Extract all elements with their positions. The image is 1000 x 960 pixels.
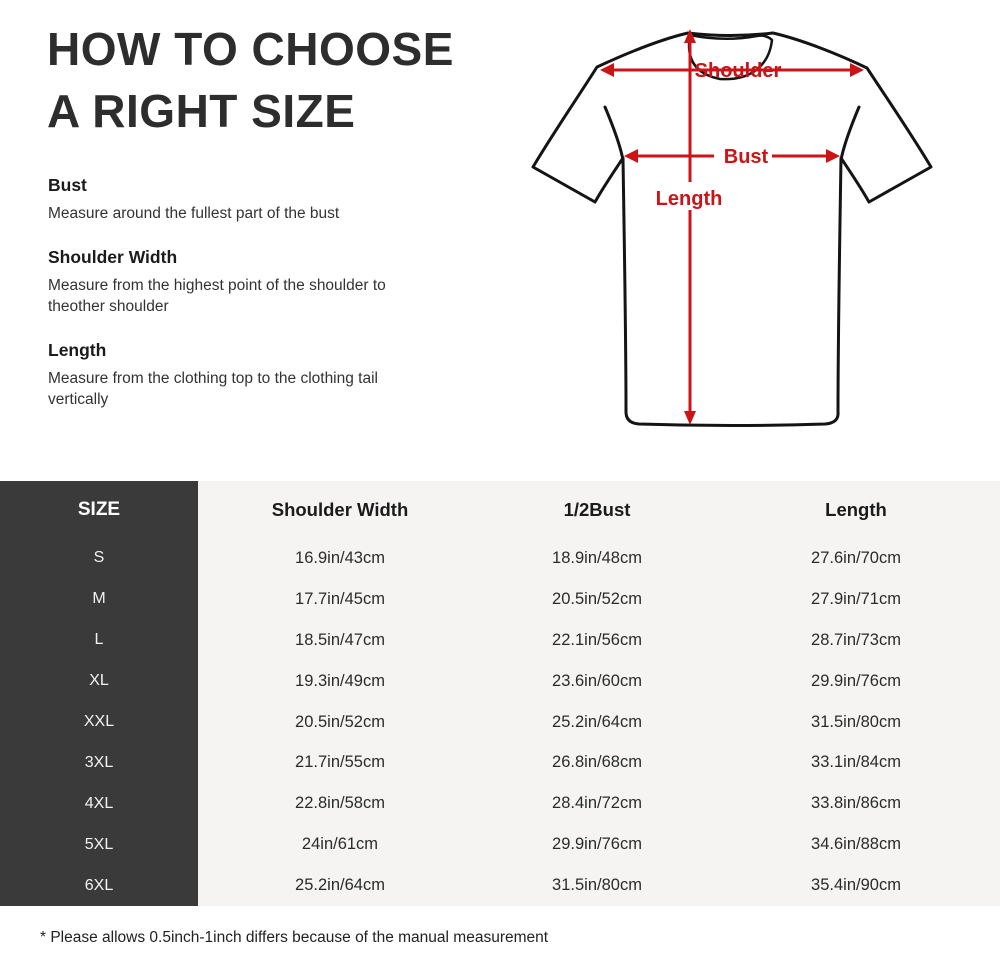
length-value: 35.4in/90cm bbox=[811, 876, 901, 895]
shoulder-value: 24in/61cm bbox=[301, 835, 379, 854]
size-label: XXL bbox=[83, 713, 115, 730]
size-label: L bbox=[94, 631, 104, 649]
size-label: XL bbox=[89, 672, 109, 690]
length-value: 27.6in/70cm bbox=[811, 548, 901, 567]
half-bust-value: 20.5in/52cm bbox=[552, 589, 642, 608]
table-row-4xl bbox=[0, 783, 1000, 824]
table-row-l bbox=[0, 620, 1000, 661]
instruction-shoulder-heading: Shoulder Width bbox=[48, 246, 178, 267]
table-row-xl bbox=[0, 661, 1000, 702]
page-title bbox=[47, 18, 454, 142]
shoulder-value: 22.8in/58cm bbox=[295, 794, 385, 813]
shoulder-value: 18.5in/47cm bbox=[295, 630, 385, 649]
length-value: 29.9in/76cm bbox=[811, 671, 901, 690]
shoulder-value: 21.7in/55cm bbox=[295, 753, 385, 772]
size-label: 6XL bbox=[84, 876, 114, 894]
shoulder-value: 17.7in/45cm bbox=[295, 589, 385, 608]
instruction-shoulder-text: Measure from the highest point of the shoulder to theother shoulder bbox=[48, 276, 386, 315]
length-value: 33.8in/86cm bbox=[811, 794, 901, 813]
page-title-line2: A RIGHT SIZE bbox=[47, 85, 356, 137]
shoulder-value: 16.9in/43cm bbox=[295, 548, 385, 567]
shoulder-value: 25.2in/64cm bbox=[295, 876, 385, 895]
table-row-5xl bbox=[0, 824, 1000, 865]
measurement-disclaimer: * Please allows 0.5inch-1inch differs because of the manual measurement bbox=[40, 929, 549, 946]
length-value: 28.7in/73cm bbox=[811, 630, 901, 649]
instruction-bust-heading: Bust bbox=[48, 175, 87, 195]
instruction-bust-text: Measure around the fullest part of the bust bbox=[48, 205, 340, 222]
measure-instructions bbox=[48, 174, 426, 432]
length-value: 34.6in/88cm bbox=[811, 835, 901, 854]
instruction-length-text: Measure from the clothing top to the clothing tail vertically bbox=[48, 369, 378, 408]
half-bust-value: 18.9in/48cm bbox=[552, 548, 642, 567]
column-header-size: SIZE bbox=[77, 498, 121, 520]
size-label: 4XL bbox=[84, 794, 114, 812]
table-row-3xl bbox=[0, 742, 1000, 783]
table-header-row bbox=[0, 481, 1000, 538]
half-bust-value: 26.8in/68cm bbox=[552, 753, 642, 772]
shoulder-value: 20.5in/52cm bbox=[295, 712, 385, 731]
shoulder-label: Shoulder bbox=[694, 60, 782, 82]
table-row-s bbox=[0, 538, 1000, 579]
table-row-xxl bbox=[0, 702, 1000, 743]
half-bust-value: 25.2in/64cm bbox=[552, 712, 642, 731]
size-label: 5XL bbox=[84, 835, 114, 853]
instruction-bust bbox=[48, 174, 426, 225]
table-row-6xl bbox=[0, 865, 1000, 906]
size-table bbox=[0, 481, 1000, 906]
tshirt-diagram bbox=[510, 14, 970, 434]
column-header-length: Length bbox=[825, 498, 887, 520]
instruction-shoulder-width bbox=[48, 246, 426, 318]
half-bust-value: 31.5in/80cm bbox=[552, 876, 642, 895]
column-header-shoulder-width: Shoulder Width bbox=[271, 498, 409, 520]
instruction-length bbox=[48, 339, 426, 411]
length-value: 33.1in/84cm bbox=[811, 753, 901, 772]
bust-label: Bust bbox=[723, 146, 769, 168]
length-label: Length bbox=[655, 188, 723, 210]
size-label: S bbox=[93, 549, 105, 567]
table-row-m bbox=[0, 579, 1000, 620]
half-bust-value: 29.9in/76cm bbox=[552, 835, 642, 854]
page-title-line1: HOW TO CHOOSE bbox=[47, 23, 454, 75]
half-bust-value: 23.6in/60cm bbox=[552, 671, 642, 690]
half-bust-value: 22.1in/56cm bbox=[552, 630, 642, 649]
length-value: 27.9in/71cm bbox=[811, 589, 901, 608]
size-label: M bbox=[92, 590, 106, 608]
size-label: 3XL bbox=[84, 753, 114, 771]
instruction-length-heading: Length bbox=[48, 339, 107, 360]
length-value: 31.5in/80cm bbox=[811, 712, 901, 731]
column-header-half-bust: 1/2Bust bbox=[563, 498, 631, 520]
tshirt-outline bbox=[533, 33, 931, 426]
half-bust-value: 28.4in/72cm bbox=[552, 794, 642, 813]
shoulder-value: 19.3in/49cm bbox=[295, 671, 385, 690]
